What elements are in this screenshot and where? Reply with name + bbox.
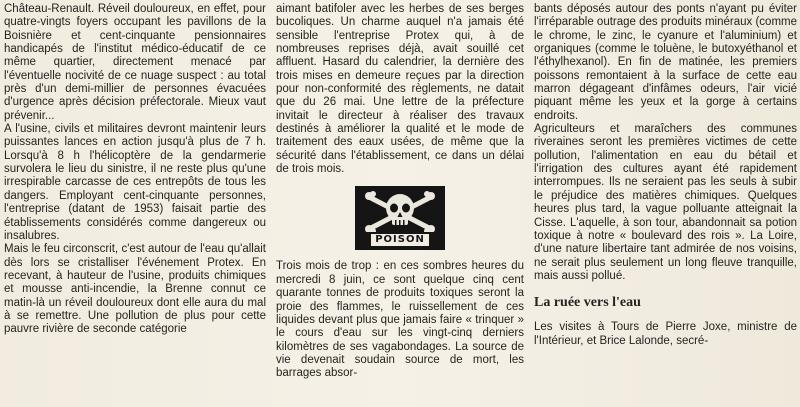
article-column-2: [276, 3, 524, 407]
skull-crossbones-icon: [361, 190, 439, 232]
paragraph: Les visites à Tours de Pierre Joxe, ministre de l'Intérieur, et Brice Lalonde, secré-: [534, 321, 797, 347]
paragraph: A l'usine, civils et militaires devront maintenir leurs puissantes lances en action jusqu'à plus de 7 h. Lorsqu'à 8 h l'hélicoptère de la gendarmerie survolera le lieu du sinistre, il ne reste plus qu'une irrespirable carcasse de ces entrepôts de tous les dangers. Employant cent-cinquante personnes, l'entreprise (datant de 1953) faisait partie des établissements considérés comme dangereux ou insalubres.: [4, 123, 266, 242]
poison-label: POISON: [371, 234, 429, 246]
article-column-1: [4, 3, 266, 407]
section-heading: La ruée vers l'eau: [534, 295, 641, 311]
paragraph: Agriculteurs et maraîchers des communes riveraines seront les premières victimes de cette pollution, l'alimentation en eau du bétail et l'irrigation des cultures ayant été rapidement interrompues. Ils ne seraient pas les seuls à subir le préjudice des matières chimiques. Quelques heures plus tard, la vague polluante atteignait la Cisse. L'aquelle, à son tour, abandonnait sa potion toxique à notre « boulevard des rois ». La Loire, d'une nature libertaire tant admirée de nos voisins, ne serait plus seulement un long fleuve tranquille, mais aussi pollué.: [534, 123, 797, 282]
poison-sign: [355, 186, 445, 250]
paragraph: Trois mois de trop : en ces sombres heures du mercredi 8 juin, ce sont quelque cinq cent quarante tonnes de produits toxiques seront la proie des flammes, le ruissellement de ces liquides devant plus que jamais faire « trinquer » le cours d'eau sur les vingt-cinq derniers kilomètres de ses vagabondages. La source de vie devenait soudain source de mort, les barrages absor-: [276, 260, 524, 380]
article-column-3: [534, 3, 797, 407]
paragraph: aimant batifoler avec les herbes de ses berges bucoliques. Un charme auquel n'a jamais été sensible l'entreprise Protex qui, à de nombreuses reprises déjà, avait souillé cet affluent. Hasard du calendrier, la dernière des trois mises en demeure reçues par la direction pour non-conformité des règlements, ne datait que du 26 mai. Une lettre de la préfecture invitait le directeur à réaliser des travaux destinés à améliorer la qualité et le mode de traitement des eaux usées, de même que la sécurité dans l'établissement, ce dans un délai de trois mois.: [276, 3, 524, 176]
poison-illustration: [276, 179, 524, 257]
paragraph: Mais le feu circonscrit, c'est autour de l'eau qu'allait dès lors se cristalliser l'événement Protex. En recevant, à hauteur de l'usine, produits chimiques et mousse anti-incendie, la Brenne connut ce matin-là un réveil douloureux dont elle aura du mal à se remettre. Une pollution de plus pour cette pauvre rivière de seconde catégorie: [4, 243, 266, 336]
paragraph: Château-Renault. Réveil douloureux, en effet, pour quatre-vingts foyers occupant les pavillons de la Boisnière et cent-cinquante pensionnaires handicapés de l'institut médico-éducatif de ce même quartier, directement menacé par l'éventuelle nocivité de ce nuage suspect : au total près d'un demi-millier de personnes évacuées d'urgence après décision préfectorale. Mieux vaut prévenir...: [4, 3, 266, 122]
paragraph: bants déposés autour des ponts n'ayant pu éviter l'irréparable outrage des produits minéraux (comme le chrome, le zinc, le cyanure et l'aluminium) et organiques (comme le toluène, le butoxyéthanol et l'éthylhexanol). En fin de matinée, les premiers poissons remontaient à la surface de cette eau marron dégageant d'infâmes odeurs, l'air vicié piquant même les yeux et la gorge à certains endroits.: [534, 3, 797, 122]
